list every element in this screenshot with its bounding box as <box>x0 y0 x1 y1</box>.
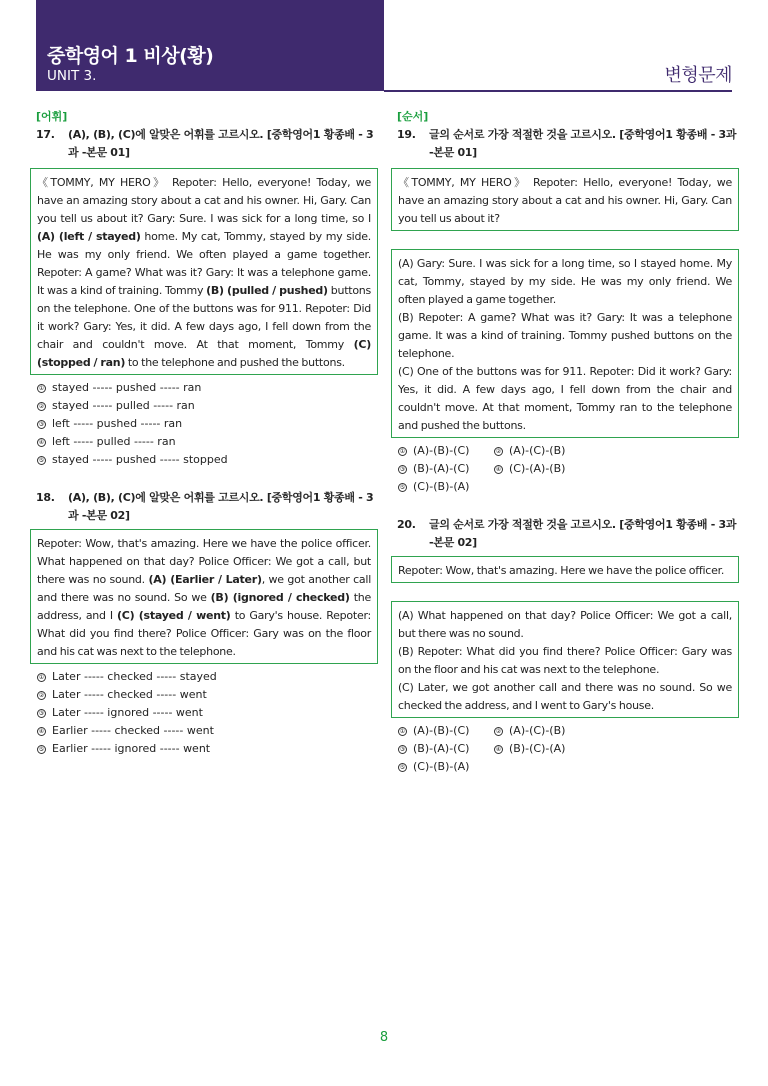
option-3[interactable] <box>398 740 494 758</box>
option-marker: ③ <box>399 745 406 753</box>
unit-label: UNIT 3. <box>47 68 97 84</box>
option-marker: ① <box>38 673 45 681</box>
paragraphs-box <box>391 249 739 438</box>
option-marker: ④ <box>495 465 502 473</box>
question-number: 18. <box>36 491 55 504</box>
option-marker: ④ <box>495 745 502 753</box>
question-number: 19. <box>397 128 416 141</box>
option-5[interactable] <box>37 740 378 758</box>
option-text: stayed ----- pushed ----- ran <box>52 381 202 394</box>
blank-b: (B) (pulled / pushed) <box>206 284 328 297</box>
option-text: (C)-(B)-(A) <box>413 480 470 493</box>
question-19 <box>397 126 739 162</box>
answer-options <box>37 668 378 758</box>
answer-options <box>398 442 739 496</box>
right-column <box>391 108 739 776</box>
option-1[interactable] <box>37 379 378 397</box>
question-17 <box>36 126 378 162</box>
option-text: stayed ----- pushed ----- stopped <box>52 453 228 466</box>
option-marker: ③ <box>38 420 45 428</box>
left-column <box>30 108 378 758</box>
question-18 <box>36 489 378 525</box>
paragraph-b: (B) Repoter: A game? What was it? Gary: It was a telephone game. It was a kind of training. Tommy pushed buttons on the telephone. <box>398 311 732 360</box>
option-1[interactable] <box>37 668 378 686</box>
paragraph-b: (B) Repoter: What did you find there? Police Officer: Gary was on the floor and his cat was next to the telephone. <box>398 645 732 676</box>
option-marker: ③ <box>399 465 406 473</box>
option-text: (A)-(B)-(C) <box>413 444 470 457</box>
intro-box <box>391 168 739 231</box>
option-3[interactable] <box>37 704 378 722</box>
option-marker: ④ <box>38 438 45 446</box>
option-text: (A)-(C)-(B) <box>509 444 566 457</box>
option-marker: ② <box>495 727 502 735</box>
option-marker: ② <box>38 402 45 410</box>
option-5[interactable] <box>37 451 378 469</box>
option-text: left ----- pushed ----- ran <box>52 417 183 430</box>
passage-segment: the address, and I <box>37 591 371 622</box>
option-3[interactable] <box>37 415 378 433</box>
blank-b: (B) (ignored / checked) <box>210 591 350 604</box>
option-marker: ⑤ <box>38 745 45 753</box>
question-number: 20. <box>397 518 416 531</box>
option-text: (B)-(C)-(A) <box>509 742 566 755</box>
option-marker: ⑤ <box>38 456 45 464</box>
option-text: (B)-(A)-(C) <box>413 742 470 755</box>
option-4[interactable] <box>494 740 614 758</box>
header-divider <box>384 90 732 92</box>
blank-a: (A) (left / stayed) <box>37 230 141 243</box>
option-text: (C)-(B)-(A) <box>413 760 470 773</box>
question-text: 글의 순서로 가장 적절한 것을 고르시오. [중학영어1 황종배 - 3과 -본문 02] <box>429 518 737 549</box>
question-number: 17. <box>36 128 55 141</box>
passage-segment: , we got another call and there was no sound. So we <box>37 573 372 604</box>
passage-text <box>37 174 371 372</box>
option-2[interactable] <box>494 442 614 460</box>
passage-segment: Repoter: Wow, that's amazing. Here we have the police officer. What happened on that day? Police Officer: We got a call, but there was no sound. <box>37 537 371 586</box>
option-4[interactable] <box>494 460 614 478</box>
question-text: (A), (B), (C)에 알맞은 어휘를 고르시오. [중학영어1 황종배 - 3과 -본문 01] <box>68 128 374 159</box>
option-2[interactable] <box>37 397 378 415</box>
option-marker: ⑤ <box>399 763 406 771</box>
passage-segment: to the telephone and pushed the buttons. <box>125 356 345 369</box>
option-marker: ② <box>495 447 502 455</box>
option-marker: ④ <box>38 727 45 735</box>
option-text: (B)-(A)-(C) <box>413 462 470 475</box>
option-marker: ② <box>38 691 45 699</box>
blank-c: (C) (stopped / ran) <box>37 338 371 369</box>
option-text: stayed ----- pulled ----- ran <box>52 399 195 412</box>
option-3[interactable] <box>398 460 494 478</box>
passage-text <box>37 535 371 661</box>
option-text: (C)-(A)-(B) <box>509 462 566 475</box>
answer-options <box>37 379 378 469</box>
option-5[interactable] <box>398 758 494 776</box>
paragraphs-box <box>391 601 739 718</box>
option-4[interactable] <box>37 433 378 451</box>
paragraph-c: (C) Later, we got another call and there was no sound. So we checked the address, and I went to Gary's house. <box>398 681 732 712</box>
passage-segment: to Gary's house. Repoter: What did you find there? Police Officer: Gary was on the floor and his cat was next to the telephone. <box>37 609 372 658</box>
option-text: (A)-(B)-(C) <box>413 724 470 737</box>
option-4[interactable] <box>37 722 378 740</box>
option-marker: ③ <box>38 709 45 717</box>
intro-text: Repoter: Wow, that's amazing. Here we have the police officer. <box>398 564 725 577</box>
passage-box <box>30 529 378 664</box>
option-text: Later ----- checked ----- stayed <box>52 670 217 683</box>
question-text: 글의 순서로 가장 적절한 것을 고르시오. [중학영어1 황종배 - 3과 -본문 01] <box>429 128 737 159</box>
option-marker: ⑤ <box>399 483 406 491</box>
option-text: Earlier ----- ignored ----- went <box>52 742 211 755</box>
option-1[interactable] <box>398 442 494 460</box>
category-tag: [어휘] <box>36 110 68 123</box>
intro-box <box>391 556 739 583</box>
intro-text: 《TOMMY, MY HERO》 Repoter: Hello, everyone! Today, we have an amazing story about a cat and his owner. Hi, Gary. Can you tell us about it? <box>398 176 732 225</box>
option-text: Later ----- checked ----- went <box>52 688 207 701</box>
paragraph-a: (A) What happened on that day? Police Officer: We got a call, but there was no sound. <box>398 609 732 640</box>
option-text: Earlier ----- checked ----- went <box>52 724 214 737</box>
passage-segment: 《TOMMY, MY HERO》 Repoter: Hello, everyone! Today, we have an amazing story about a cat and his owner. Hi, Gary. Can you tell us about it? Gary: Sure. I was sick for a long time, so I <box>37 176 371 225</box>
option-marker: ① <box>399 727 406 735</box>
category-tag: [순서] <box>397 110 429 123</box>
option-marker: ① <box>38 384 45 392</box>
passage-segment: buttons on the telephone. One of the buttons was for 911. Repoter: Did it work? Gary: Yes, it did. A few days ago, I fell down from the chair and couldn't move. At that moment, Tommy <box>37 284 372 351</box>
paragraph-a: (A) Gary: Sure. I was sick for a long time, so I stayed home. My cat, Tommy, stayed by my side. He was my only friend. We often played a game together. <box>398 257 732 306</box>
paragraph-c: (C) One of the buttons was for 911. Repoter: Did it work? Gary: Yes, it did. A few days ago, I fell down from the chair and couldn't move. At that moment, Tommy ran to the telephone and pushed the buttons. <box>398 365 732 432</box>
question-text: (A), (B), (C)에 알맞은 어휘를 고르시오. [중학영어1 황종배 - 3과 -본문 02] <box>68 491 374 522</box>
passage-segment: home. My cat, Tommy, stayed by my side. He was my only friend. We often played a game together. Repoter: A game? What was it? Gary: It was a telephone game. It was a kind of training. Tommy <box>37 230 371 297</box>
option-2[interactable] <box>494 722 614 740</box>
option-text: Later ----- ignored ----- went <box>52 706 203 719</box>
option-1[interactable] <box>398 722 494 740</box>
question-20 <box>397 516 739 552</box>
page-number: 8 <box>379 1030 389 1045</box>
option-5[interactable] <box>398 478 494 496</box>
option-text: (A)-(C)-(B) <box>509 724 566 737</box>
blank-a: (A) (Earlier / Later) <box>148 573 262 586</box>
section-title: 변형문제 <box>664 65 732 86</box>
answer-options <box>398 722 739 776</box>
option-text: left ----- pulled ----- ran <box>52 435 176 448</box>
page-title: 중학영어 1 비상(황) <box>47 45 214 67</box>
passage-box <box>30 168 378 375</box>
blank-c: (C) (stayed / went) <box>116 609 231 622</box>
option-2[interactable] <box>37 686 378 704</box>
option-marker: ① <box>399 447 406 455</box>
